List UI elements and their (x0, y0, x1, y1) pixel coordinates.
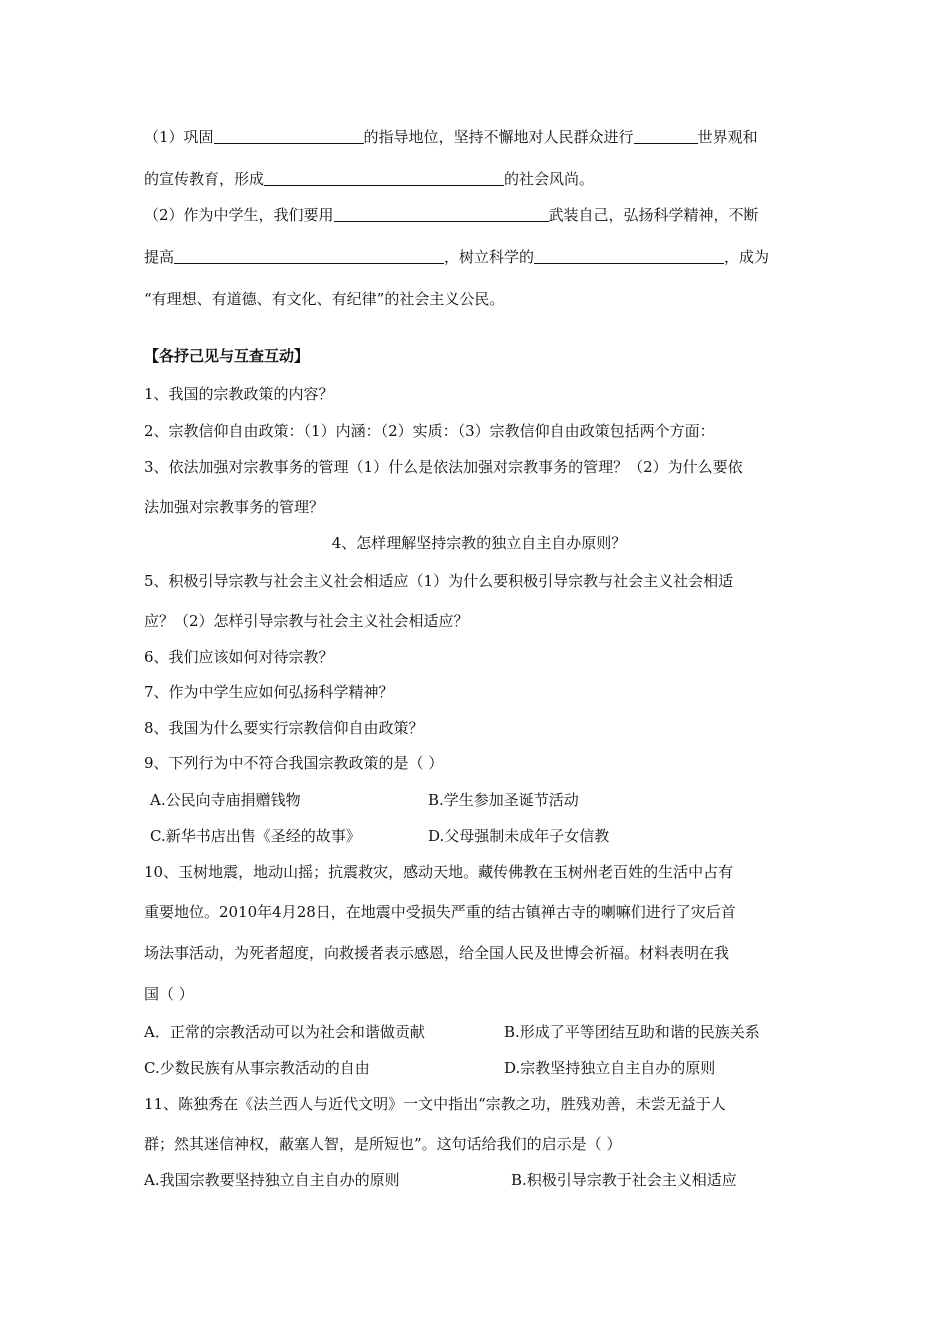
option-a[interactable]: A．正常的宗教活动可以为社会和谐做贡献 (144, 1023, 425, 1041)
question-10-line-4: 国（ ） (144, 985, 194, 1003)
question-5-line-2: 应？（2）怎样引导宗教与社会主义社会相适应？ (144, 612, 469, 630)
option-a[interactable]: A.我国宗教要坚持独立自主自办的原则 (144, 1171, 400, 1189)
question-10-line-3: 场法事活动，为死者超度，向救援者表示感恩，给全国人民及世博会祈福。材料表明在我 (144, 944, 730, 962)
option-d[interactable]: D.宗教坚持独立自主自办的原则 (504, 1059, 716, 1077)
answer-blank[interactable] (174, 249, 444, 264)
question-11-line-1: 11、陈独秀在《法兰西人与近代文明》一文中指出“宗教之功，胜残劝善，未尝无益于人 (144, 1095, 726, 1113)
section-title: 【各抒己见与互查互动】 (144, 347, 310, 365)
option-b[interactable]: B.积极引导宗教于社会主义相适应 (511, 1171, 737, 1189)
fill-text: 的指导地位，坚持不懈地对人民群众进行 (363, 128, 634, 146)
fill-text: （2）作为中学生，我们要用 (144, 206, 334, 224)
fill-line-5: “有理想、有道德、有文化、有纪律”的社会主义公民。 (144, 290, 505, 308)
fill-text: 的社会风尚。 (504, 170, 595, 188)
answer-blank[interactable] (634, 129, 698, 144)
question-4: 4、怎样理解坚持宗教的独立自主自办原则？ (331, 534, 627, 552)
option-d[interactable]: D.父母强制未成年子女信教 (428, 827, 610, 845)
question-8: 8、我国为什么要实行宗教信仰自由政策？ (144, 719, 424, 737)
question-1: 1、我国的宗教政策的内容？ (144, 385, 334, 403)
question-2: 2、宗教信仰自由政策：（1）内涵：（2）实质：（3）宗教信仰自由政策包括两个方面： (144, 422, 715, 440)
answer-blank[interactable] (334, 207, 549, 222)
question-6: 6、我们应该如何对待宗教？ (144, 648, 334, 666)
fill-text: （1）巩固 (144, 128, 214, 146)
fill-line-2 (144, 169, 814, 189)
question-10-line-1: 10、玉树地震，地动山摇；抗震救灾，感动天地。藏传佛教在玉树州老百姓的生活中占有 (144, 863, 734, 881)
fill-text: 的宣传教育，形成 (144, 170, 265, 188)
fill-text: ，树立科学的 (444, 248, 535, 266)
option-c[interactable]: C.少数民族有从事宗教活动的自由 (144, 1059, 370, 1077)
option-a[interactable]: A.公民向寺庙捐赠钱物 (150, 791, 301, 809)
fill-text: ，成为 (724, 248, 770, 266)
fill-line-4 (144, 247, 814, 267)
answer-blank[interactable] (534, 249, 724, 264)
question-7: 7、作为中学生应如何弘扬科学精神？ (144, 683, 394, 701)
option-b[interactable]: B.形成了平等团结互助和谐的民族关系 (504, 1023, 760, 1041)
question-9: 9、下列行为中不符合我国宗教政策的是（ ） (144, 754, 444, 772)
question-3-line-1: 3、依法加强对宗教事务的管理（1）什么是依法加强对宗教事务的管理？（2）为什么要依 (144, 458, 743, 476)
fill-line-3 (144, 205, 814, 225)
question-11-line-2: 群；然其迷信神权，蔽塞人智，是所短也”。这句话给我们的启示是（ ） (144, 1135, 622, 1153)
fill-text: 提高 (144, 248, 175, 266)
fill-line-1 (144, 127, 814, 147)
fill-text: 武装自己，弘扬科学精神，不断 (548, 206, 759, 224)
option-b[interactable]: B.学生参加圣诞节活动 (428, 791, 579, 809)
answer-blank[interactable] (264, 171, 504, 186)
fill-text: 世界观和 (697, 128, 758, 146)
answer-blank[interactable] (214, 129, 364, 144)
option-c[interactable]: C.新华书店出售《圣经的故事》 (150, 827, 361, 845)
question-10-line-2: 重要地位。2010年4月28日，在地震中受损失严重的结古镇禅古寺的喇嘛们进行了灾后首 (144, 903, 736, 921)
question-3-line-2: 法加强对宗教事务的管理？ (144, 498, 325, 516)
question-5-line-1: 5、积极引导宗教与社会主义社会相适应（1）为什么要积极引导宗教与社会主义社会相适 (144, 572, 734, 590)
